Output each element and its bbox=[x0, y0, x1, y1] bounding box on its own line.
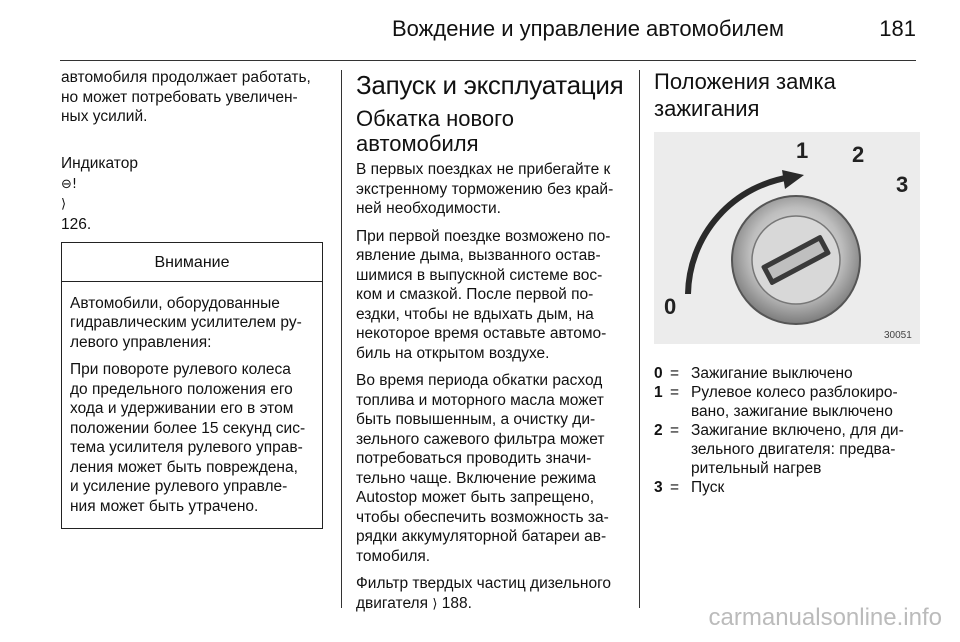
legend-equals: = bbox=[670, 383, 680, 401]
legend-item bbox=[654, 383, 920, 421]
diesel-filter-reference bbox=[356, 574, 624, 614]
ignition-heading: Положения замка зажигания bbox=[654, 69, 836, 121]
figure-label-2: 2 bbox=[852, 142, 865, 167]
warning-paragraph-2: При повороте рулевого колеса до предельного положения его хода и удерживании его в этом положении более 15 секунд сис- тема усилителя рулевого управ- ления может быть повреждена, и усиление рулевого управле- ния может быть утрачено. bbox=[70, 361, 306, 515]
legend-text: Зажигание выключено bbox=[691, 364, 853, 382]
diesel-filter-text: Фильтр твердых частиц дизельного двигателя bbox=[356, 575, 612, 612]
legend-equals: = bbox=[670, 478, 680, 496]
break-in-paragraph-3: Во время периода обкатки расход топлива и моторного масла может быть повышенным, а очистку ди- зельного сажевого фильтра может потребоваться проводить значи- тельно чаще. Включение режима Autostop может быть запрещено, чтобы обеспечить возможность за- рядки аккумуляторной батареи ав- томобиля. bbox=[356, 372, 609, 565]
legend-key: 0 bbox=[654, 364, 663, 382]
warning-title: Внимание bbox=[62, 243, 322, 282]
column-divider-2 bbox=[639, 70, 640, 608]
warning-box bbox=[61, 242, 323, 529]
figure-code: 30051 bbox=[884, 330, 912, 341]
figure-label-1: 1 bbox=[796, 138, 809, 163]
legend-text: Рулевое колесо разблокиро- вано, зажигание выключено bbox=[691, 383, 898, 420]
indicator-label: Индикатор bbox=[61, 155, 138, 172]
legend-key: 1 bbox=[654, 383, 663, 401]
subsection-heading: Обкатка нового автомобиля bbox=[356, 106, 514, 156]
power-steering-warning-icon: ⊖! bbox=[61, 176, 78, 192]
ignition-legend bbox=[654, 364, 920, 497]
ignition-switch-figure bbox=[654, 132, 920, 344]
column-middle bbox=[356, 68, 624, 622]
legend-text: Пуск bbox=[691, 478, 725, 496]
break-in-paragraph-2: При первой поездке возможено по- явление дыма, вызванного остав- шимися в выпускной системе вос- ком и смазкой. После первой по- ездки, чтобы не вдыхать дым, на некоторое время оставьте автомо- биль на открытом воздухе. bbox=[356, 227, 611, 362]
watermark: carmanualsonline.info bbox=[708, 604, 942, 631]
cross-reference-icon: ⟩ bbox=[432, 596, 438, 612]
header-title: Вождение и управление автомобилем bbox=[391, 16, 784, 41]
legend-text: Зажигание включено, для ди- зельного двигателя: предва- рительный нагрев bbox=[691, 421, 904, 477]
column-right bbox=[654, 68, 920, 497]
diesel-filter-ref[interactable]: 188. bbox=[441, 594, 472, 612]
cross-reference-icon: ⟩ bbox=[61, 197, 67, 212]
section-heading: Запуск и эксплуатация bbox=[356, 70, 624, 100]
legend-key: 2 bbox=[654, 421, 663, 439]
warning-paragraph-1: Автомобили, оборудованные гидравлическим усилителем ру- левого управления: bbox=[70, 294, 302, 351]
legend-key: 3 bbox=[654, 478, 663, 496]
legend-item bbox=[654, 421, 920, 478]
page-number: 181 bbox=[879, 16, 916, 41]
legend-equals: = bbox=[670, 421, 680, 439]
column-divider-1 bbox=[341, 70, 342, 608]
continuation-paragraph: автомобиля продолжает работать, но может потребовать увеличен- ных усилий. bbox=[61, 69, 311, 125]
indicator-line bbox=[61, 135, 323, 235]
header-rule bbox=[60, 60, 916, 61]
column-left bbox=[61, 68, 323, 529]
figure-label-0: 0 bbox=[664, 294, 677, 319]
break-in-paragraph-1: В первых поездках не прибегайте к экстренному торможению без край- ней необходимости. bbox=[356, 161, 614, 217]
legend-item bbox=[654, 478, 920, 497]
indicator-ref[interactable]: 126. bbox=[61, 215, 92, 233]
figure-label-3: 3 bbox=[896, 172, 909, 197]
legend-equals: = bbox=[670, 364, 680, 382]
legend-item bbox=[654, 364, 920, 383]
